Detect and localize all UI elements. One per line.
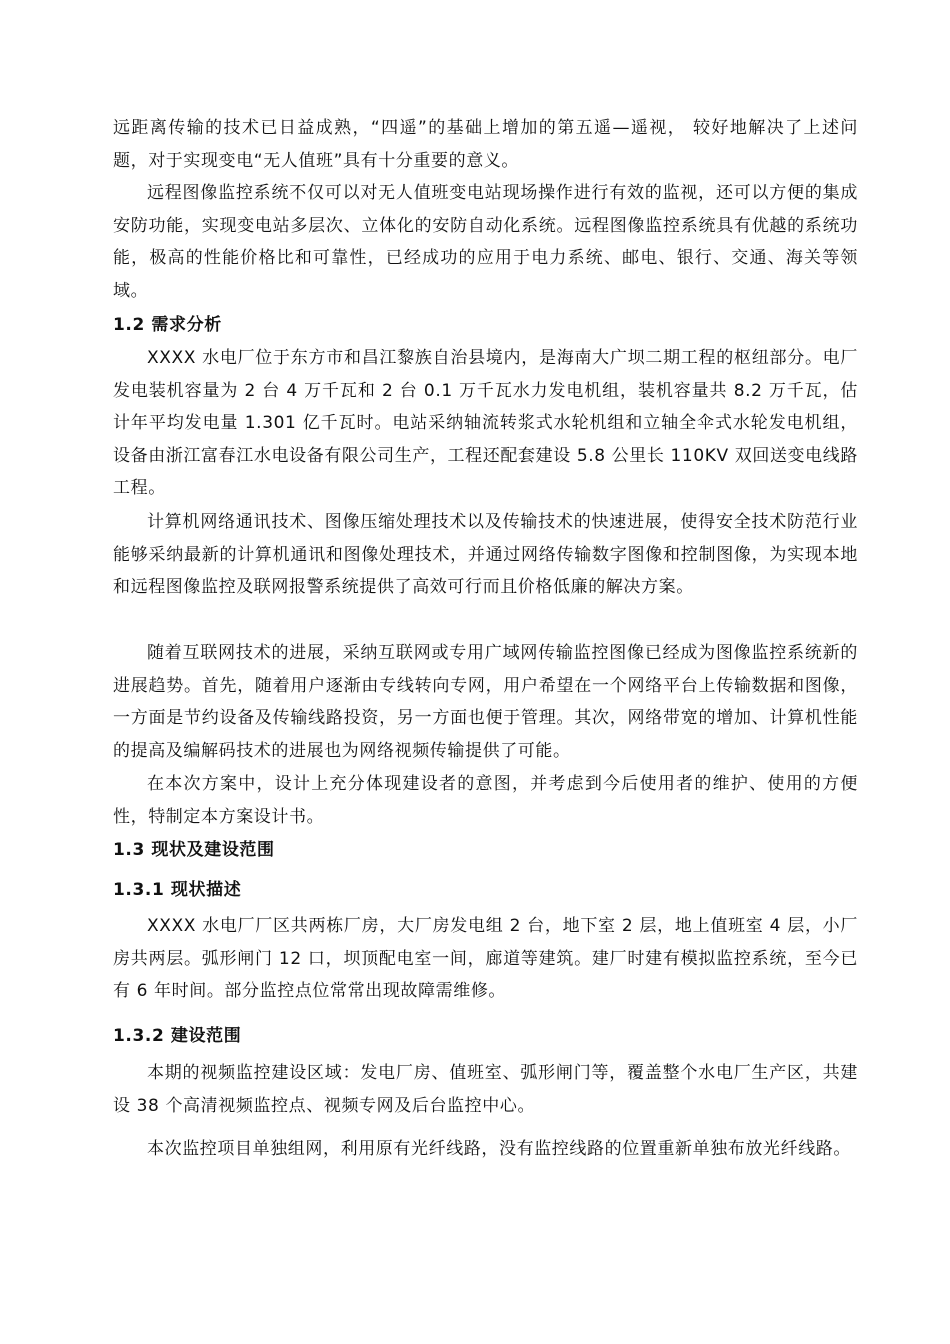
heading-text: 1.3.1 现状描述 xyxy=(113,880,242,900)
section-heading-1-2 xyxy=(113,309,858,342)
scope-paragraph-2 xyxy=(113,1133,858,1166)
intro-paragraph-2 xyxy=(113,177,858,307)
paragraph-text: 远距离传输的技术已日益成熟，“四遥”的基础上增加的第五遥—遥视， 较好地解决了上述问题，对于实现变电“无人值班”具有十分重要的意义。 xyxy=(113,118,858,171)
paragraph-text: XXXX 水电厂厂区共两栋厂房，大厂房发电组 2 台，地下室 2 层，地上值班室 4 层，小厂房共两层。弧形闸门 12 口，坝顶配电室一间，廊道等建筑。建厂时建有模拟监控系统，至今已有 6 年时间。部分监控点位常常出现故障需维修。 xyxy=(113,916,858,1001)
section-heading-1-3 xyxy=(113,834,858,867)
subsection-heading-1-3-1 xyxy=(113,874,858,907)
requirement-paragraph-2 xyxy=(113,506,858,604)
paragraph-text: 远程图像监控系统不仅可以对无人值班变电站现场操作进行有效的监视，还可以方便的集成安防功能，实现变电站多层次、立体化的安防自动化系统。远程图像监控系统具有优越的系统功能，极高的性能价格比和可靠性，已经成功的应用于电力系统、邮电、银行、交通、海关等领域。 xyxy=(113,183,858,301)
heading-text: 1.2 需求分析 xyxy=(113,315,222,335)
paragraph-text: 随着互联网技术的进展，采纳互联网或专用广域网传输监控图像已经成为图像监控系统新的进展趋势。首先，随着用户逐渐由专线转向专网，用户希望在一个网络平台上传输数据和图像，一方面是节约设备及传输线路投资，另一方面也便于管理。其次，网络带宽的增加、计算机性能的提高及编解码技术的进展也为网络视频传输提供了可能。 xyxy=(113,643,858,761)
paragraph-text: XXXX 水电厂位于东方市和昌江黎族自治县境内，是海南大广坝二期工程的枢纽部分。电厂发电装机容量为 2 台 4 万千瓦和 2 台 0.1 万千瓦水力发电机组，装机容量共 8.2 万千瓦，估计年平均发电量 1.301 亿千瓦时。电站采纳轴流转浆式水轮机组和立轴全伞式水轮发电机组，设备由浙江富春江水电设备有限公司生产，工程还配套建设 5.8 公里长 110KV 双回送变电线路工程。 xyxy=(113,348,858,498)
requirement-paragraph-4 xyxy=(113,768,858,833)
paragraph-text: 计算机网络通讯技术、图像压缩处理技术以及传输技术的快速进展，使得安全技术防范行业能够采纳最新的计算机通讯和图像处理技术，并通过网络传输数字图像和控制图像，为实现本地和远程图像监控及联网报警系统提供了高效可行而且价格低廉的解决方案。 xyxy=(113,512,858,597)
requirement-paragraph-3 xyxy=(113,637,858,767)
paragraph-text: 在本次方案中，设计上充分体现建设者的意图，并考虑到今后使用者的维护、使用的方便性，特制定本方案设计书。 xyxy=(113,774,858,827)
paragraph-text: 本期的视频监控建设区域：发电厂房、值班室、弧形闸门等，覆盖整个水电厂生产区，共建设 38 个高清视频监控点、视频专网及后台监控中心。 xyxy=(113,1063,858,1116)
status-paragraph xyxy=(113,910,858,1008)
requirement-paragraph-1 xyxy=(113,342,858,505)
intro-paragraph-1 xyxy=(113,112,858,177)
paragraph-text: 本次监控项目单独组网，利用原有光纤线路，没有监控线路的位置重新单独布放光纤线路。 xyxy=(147,1139,851,1159)
subsection-heading-1-3-2 xyxy=(113,1020,858,1053)
heading-text: 1.3 现状及建设范围 xyxy=(113,840,275,860)
heading-text: 1.3.2 建设范围 xyxy=(113,1026,242,1046)
scope-paragraph-1 xyxy=(113,1057,858,1122)
